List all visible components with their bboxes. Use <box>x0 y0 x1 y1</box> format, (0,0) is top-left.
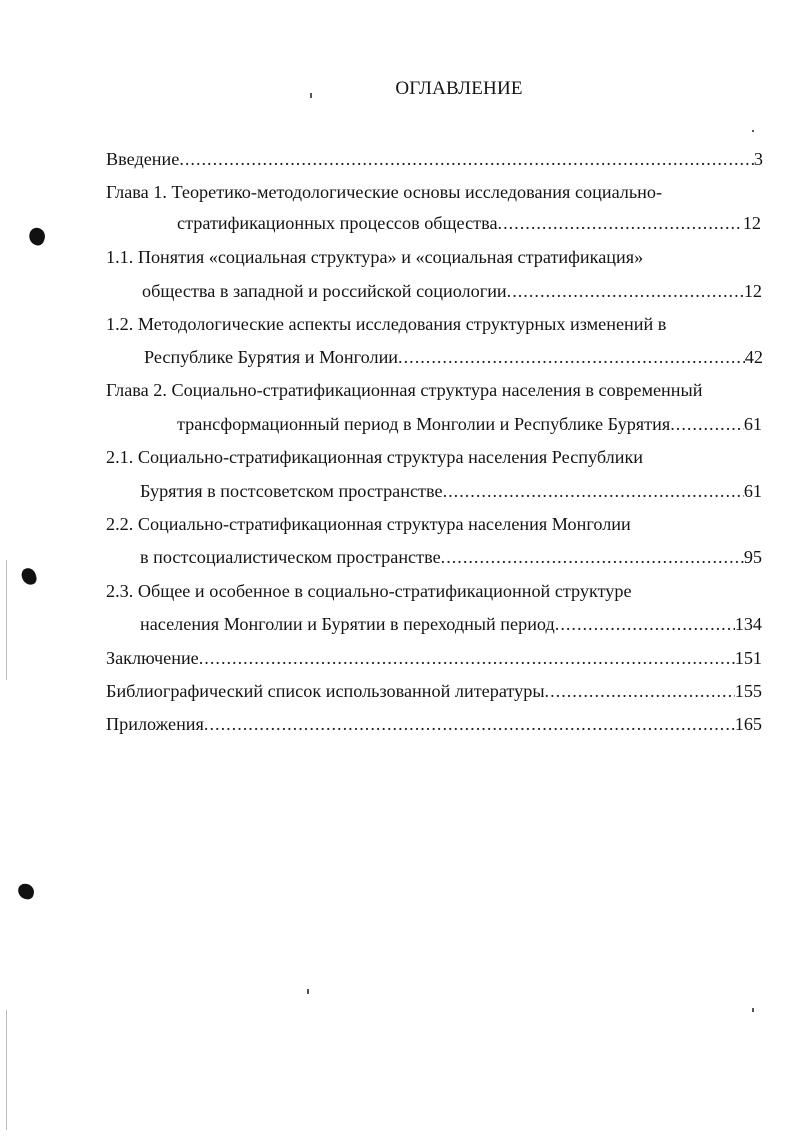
toc-entry: 2.3. Общее и особенное в социально-стратификационной структуре <box>106 581 632 601</box>
toc-entry-text: населения Монголии и Бурятии в переходный период <box>140 614 555 634</box>
toc-leader-dots <box>199 647 735 669</box>
toc-entry-text: Республике Бурятия и Монголии <box>144 347 399 367</box>
toc-entry <box>106 713 762 735</box>
scan-blot <box>27 226 48 247</box>
toc-entry-page: 12 <box>743 281 762 301</box>
toc-entry-text: Бурятия в постсоветском пространстве <box>140 481 443 501</box>
toc-entry-text: общества в западной и российской социологии <box>142 281 507 301</box>
toc-entry: 1.2. Методологические аспекты исследования структурных изменений в <box>106 314 667 334</box>
toc-entry-page: 95 <box>743 547 762 567</box>
toc-leader-dots <box>441 546 744 568</box>
toc-entry-text: Заключение <box>106 648 199 668</box>
toc-entry <box>140 546 762 568</box>
page-title: ОГЛАВЛЕНИЕ <box>395 78 523 99</box>
toc-entry-page: 12 <box>742 213 761 233</box>
toc-entry-page: 3 <box>753 149 763 169</box>
toc-entry: 2.2. Социально-стратификационная структура населения Монголии <box>106 514 631 534</box>
toc-entry-text: в постсоциалистическом пространстве <box>140 547 441 567</box>
toc-entry-page: 61 <box>743 414 762 434</box>
toc-entry-text: Приложения <box>106 714 204 734</box>
toc-entry <box>106 148 763 170</box>
toc-entry <box>177 212 761 234</box>
toc-entry: Глава 1. Теоретико-методологические основы исследования социально- <box>106 182 663 202</box>
toc-leader-dots <box>179 148 754 170</box>
toc-entry-page: 134 <box>734 614 762 634</box>
toc-entry <box>177 413 762 435</box>
toc-entry <box>106 647 762 669</box>
toc-entry <box>144 346 763 368</box>
toc-leader-dots <box>545 680 735 702</box>
toc-entry-page: 61 <box>743 481 762 501</box>
scan-speck <box>752 1008 754 1012</box>
toc-leader-dots <box>507 280 744 302</box>
toc-entry-page: 155 <box>734 681 762 701</box>
scan-blot <box>17 883 35 901</box>
toc-leader-dots <box>555 613 735 635</box>
toc-leader-dots <box>398 346 745 368</box>
toc-entry <box>140 480 762 502</box>
toc-entry <box>142 280 762 302</box>
toc-entry <box>106 680 762 702</box>
toc-leader-dots <box>443 480 744 502</box>
toc-entry-text: трансформационный период в Монголии и Республике Бурятия <box>177 414 671 434</box>
toc-entry-text: стратификационных процессов общества <box>177 213 498 233</box>
toc-entry: 1.1. Понятия «социальная структура» и «социальная стратификация» <box>106 247 644 267</box>
toc-entry: Глава 2. Социально-стратификационная структура населения в современный <box>106 380 703 400</box>
scan-blot <box>20 566 38 586</box>
toc-leader-dots <box>204 713 735 735</box>
scan-speck <box>307 989 309 994</box>
scan-margin-line <box>6 560 7 680</box>
toc-entry: 2.1. Социально-стратификационная структура населения Республики <box>106 447 644 467</box>
toc-entry-page: 165 <box>734 714 762 734</box>
toc-entry-text: Введение <box>106 149 180 169</box>
toc-entry-page: 151 <box>734 648 762 668</box>
toc-entry <box>140 613 762 635</box>
scan-speck <box>752 130 754 132</box>
toc-leader-dots <box>498 212 743 234</box>
toc-entry-page: 42 <box>744 347 763 367</box>
toc-entry-text: Библиографический список использованной литературы <box>106 681 545 701</box>
toc-leader-dots <box>670 413 744 435</box>
scan-margin-line <box>6 1010 7 1130</box>
